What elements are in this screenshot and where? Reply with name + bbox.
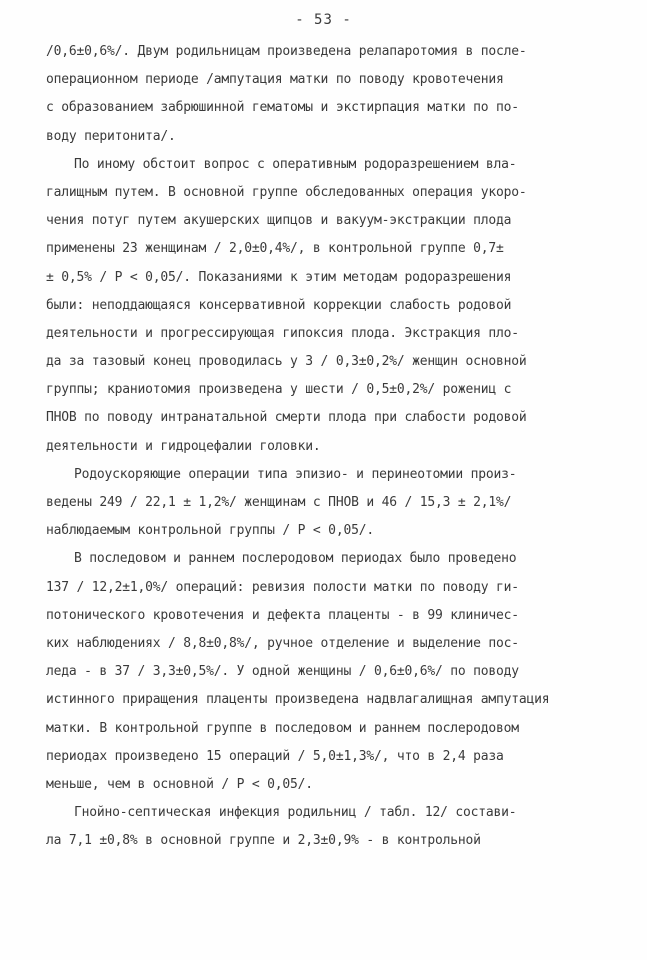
text-line: операционном периоде /ампутация матки по поводу кровотечения <box>46 72 504 88</box>
text-line: леда - в 37 / 3,3±0,5%/. У одной женщины / 0,6±0,6%/ по поводу <box>46 664 519 680</box>
text-line: ла 7,1 ±0,8% в основной группе и 2,3±0,9% - в контрольной <box>46 833 481 849</box>
text-line: да за тазовый конец проводилась у 3 / 0,3±0,2%/ женщин основной <box>46 354 527 370</box>
page-number: - 53 - <box>295 12 352 28</box>
text-line: деятельности и прогрессирующая гипоксия плода. Экстракция пло- <box>46 325 519 341</box>
body-text <box>46 38 606 855</box>
text-line: /0,6±0,6%/. Двум родильницам произведена релапаротомия в после- <box>46 44 527 59</box>
text-line: были: неподдающаяся консервативной коррекции слабость родовой <box>46 297 512 313</box>
text-line: периодах произведено 15 операций / 5,0±1,3%/, что в 2,4 раза <box>46 748 504 764</box>
text-line: 137 / 12,2±1,0%/ операций: ревизия полости матки по поводу ги- <box>46 579 519 595</box>
text-line: деятельности и гидроцефалии головки. <box>46 438 321 454</box>
text-line: чения потуг путем акушерских щипцов и вакуум-экстракции плода <box>46 213 512 229</box>
text-line: потонического кровотечения и дефекта плаценты - в 99 клиничес- <box>46 607 519 623</box>
text-line: В последовом и раннем послеродовом периодах было проведено <box>74 551 517 567</box>
text-line: с образованием забрюшинной гематомы и экстирпация матки по по- <box>46 100 519 116</box>
text-line: Гнойно-септическая инфекция родильниц / табл. 12/ состави- <box>74 805 517 821</box>
text-line: группы; краниотомия произведена у шести / 0,5±0,2%/ рожениц с <box>46 382 512 398</box>
text-line: меньше, чем в основной / P < 0,05/. <box>46 776 313 792</box>
text-line: ± 0,5% / P < 0,05/. Показаниями к этим методам родоразрешения <box>46 269 512 285</box>
text-line: ПНОВ по поводу интранатальной смерти плода при слабости родовой <box>46 410 527 426</box>
text-line: воду перитонита/. <box>46 128 176 144</box>
text-line: ведены 249 / 22,1 ± 1,2%/ женщинам с ПНОВ и 46 / 15,3 ± 2,1%/ <box>46 495 512 510</box>
text-line: наблюдаемым контрольной группы / P < 0,05/. <box>46 523 374 539</box>
text-line: ких наблюдениях / 8,8±0,8%/, ручное отделение и выделение пос- <box>46 635 519 651</box>
text-line: Родоускоряющие операции типа эпизио- и перинеотомии произ- <box>74 466 517 482</box>
text-line: По иному обстоит вопрос с оперативным родоразрешением вла- <box>74 156 517 172</box>
text-line: применены 23 женщинам / 2,0±0,4%/, в контрольной группе 0,7± <box>46 241 504 257</box>
text-line: истинного приращения плаценты произведена надвлагалищная ампутация <box>46 692 550 708</box>
text-line: галищным путем. В основной группе обследованных операция укоро- <box>46 184 527 200</box>
text-line: матки. В контрольной группе в последовом и раннем послеродовом <box>46 720 519 736</box>
